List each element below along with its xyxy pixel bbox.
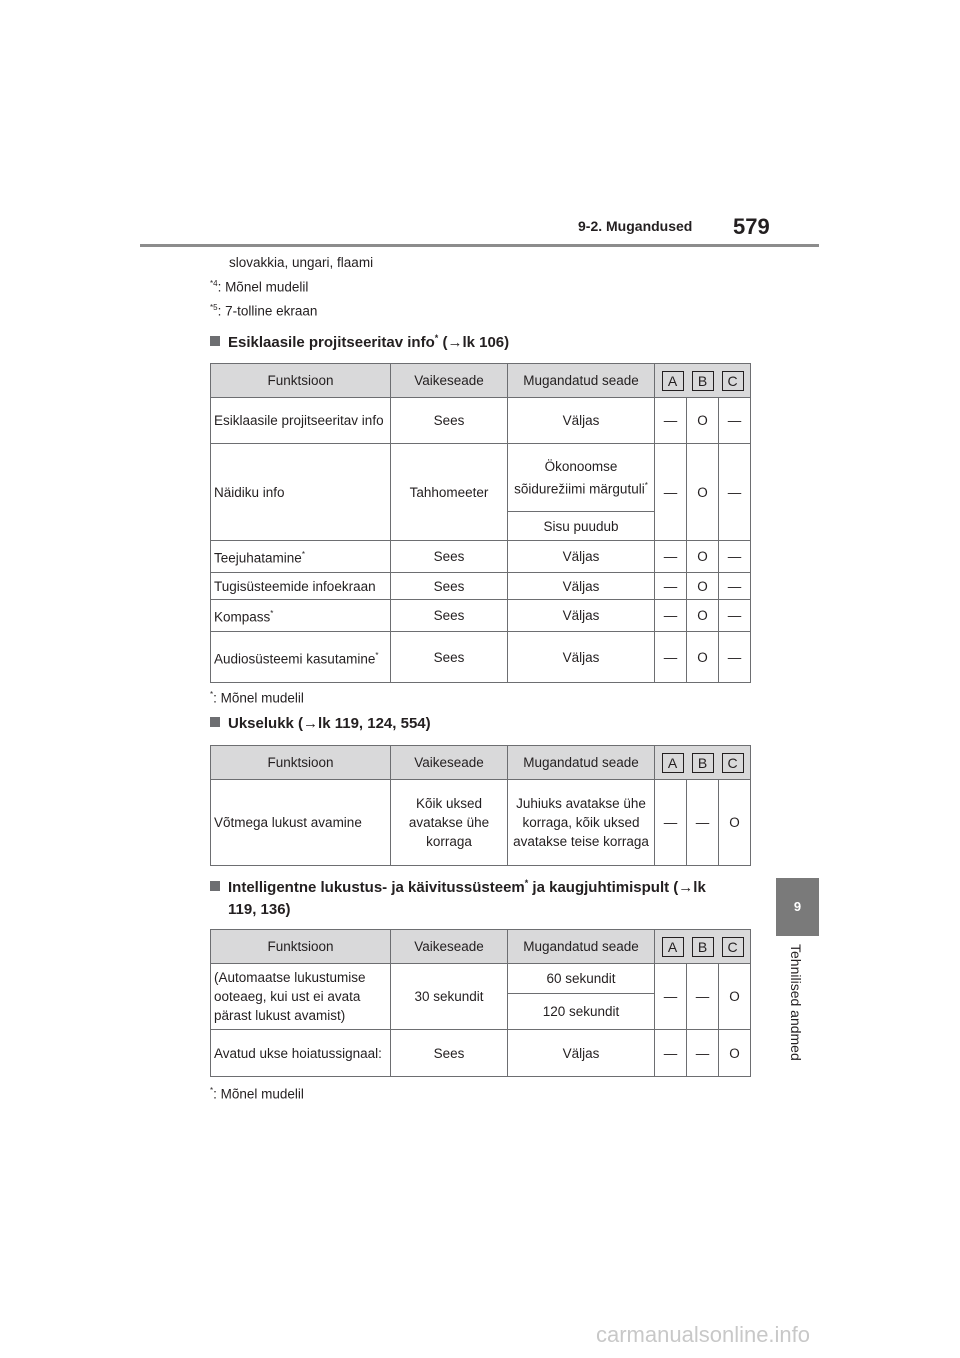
- section2-heading: [210, 715, 431, 732]
- cell-function: [211, 600, 391, 632]
- header-rule: [140, 244, 819, 247]
- table-row: [211, 573, 751, 600]
- cell-b: —: [687, 1030, 719, 1077]
- col-a-box: A: [662, 937, 684, 957]
- table-row: [211, 398, 751, 444]
- cell-b: —: [687, 780, 719, 866]
- cell-b: —: [687, 964, 719, 1030]
- section1-heading: [210, 333, 509, 351]
- col-default: Vaikeseade: [391, 364, 508, 398]
- section1-title: Esiklaasile projitseeritav info: [228, 334, 435, 351]
- footnote-mark: *: [210, 1086, 214, 1095]
- col-abc: [655, 930, 751, 964]
- cell-c: —: [719, 444, 751, 541]
- cell-custom: Sisu puudub: [508, 512, 655, 541]
- cell-custom: Väljas: [508, 1030, 655, 1077]
- col-default: Vaikeseade: [391, 930, 508, 964]
- cell-function: Avatud ukse hoiatussignaal:: [211, 1030, 391, 1077]
- table-row: [211, 541, 751, 573]
- cell-a: —: [655, 573, 687, 600]
- cell-a: —: [655, 1030, 687, 1077]
- footnote-text: : Mõnel mudelil: [213, 690, 304, 706]
- section3-heading-line2: 119, 136): [228, 901, 291, 918]
- cell-function: Võtmega lukust avamine: [211, 780, 391, 866]
- cell-a: —: [655, 632, 687, 683]
- section2-table: [210, 745, 751, 866]
- table-row: [211, 780, 751, 866]
- cell-a: —: [655, 600, 687, 632]
- cell-function-text: Teejuhatamine: [214, 550, 302, 566]
- cell-default: Sees: [391, 600, 508, 632]
- footnote-mark: *: [644, 480, 648, 490]
- cell-default: Sees: [391, 1030, 508, 1077]
- col-c-box: C: [722, 937, 744, 957]
- cell-function: Esiklaasile projitseeritav info: [211, 398, 391, 444]
- col-b-box: B: [692, 937, 714, 957]
- cell-b: O: [687, 541, 719, 573]
- col-b-box: B: [692, 371, 714, 391]
- col-custom: Mugandatud seade: [508, 364, 655, 398]
- table-header-row: [211, 364, 751, 398]
- intro-line: slovakkia, ungari, flaami: [229, 255, 374, 270]
- cell-custom: Väljas: [508, 632, 655, 683]
- col-abc: [655, 746, 751, 780]
- bullet-square-icon: [210, 881, 220, 891]
- footnote-5-mark: *5: [210, 303, 218, 312]
- cell-a: —: [655, 780, 687, 866]
- cell-c: —: [719, 632, 751, 683]
- col-c-box: C: [722, 753, 744, 773]
- cell-custom-text: Ökonoomse sõidurežiimi märgutuli: [514, 458, 645, 497]
- col-b-box: B: [692, 753, 714, 773]
- cell-c: —: [719, 398, 751, 444]
- section1-title-mark: *: [434, 333, 439, 343]
- cell-c: O: [719, 1030, 751, 1077]
- section-title: 9-2. Mugandused: [578, 218, 693, 234]
- col-custom: Mugandatud seade: [508, 746, 655, 780]
- chapter-tab: 9: [776, 878, 819, 936]
- footnote-text: : Mõnel mudelil: [213, 1086, 304, 1102]
- cell-c: —: [719, 541, 751, 573]
- col-function: Funktsioon: [211, 364, 391, 398]
- page-number: 579: [733, 214, 770, 239]
- table-header-row: [211, 930, 751, 964]
- footnote-5-text: : 7-tolline ekraan: [217, 303, 318, 319]
- cell-default: Tahhomeeter: [391, 444, 508, 541]
- cell-b: O: [687, 600, 719, 632]
- cell-custom: 120 sekundit: [508, 994, 655, 1030]
- cell-c: —: [719, 573, 751, 600]
- cell-custom: [508, 444, 655, 512]
- section3-title-part1: Intelligentne lukustus- ja käivitussüsteem: [228, 879, 525, 896]
- section3-title-mark: *: [524, 878, 529, 888]
- table-row: [211, 632, 751, 683]
- cell-default: Sees: [391, 541, 508, 573]
- footnote-mark: *: [210, 690, 214, 699]
- col-function: Funktsioon: [211, 930, 391, 964]
- cell-a: —: [655, 444, 687, 541]
- footnote-mark: *: [375, 650, 379, 660]
- chapter-label-text: Tehnilised andmed: [788, 944, 804, 1061]
- col-a-box: A: [662, 753, 684, 773]
- cell-default: Kõik uksed avatakse ühe korraga: [391, 780, 508, 866]
- footnote-4: [210, 279, 308, 295]
- chapter-label: [786, 944, 806, 1079]
- cell-b: O: [687, 573, 719, 600]
- section2-title: Ukselukk (→lk 119, 124, 554): [228, 715, 431, 732]
- footnote-4-text: : Mõnel mudelil: [217, 279, 309, 295]
- cell-b: O: [687, 444, 719, 541]
- cell-c: —: [719, 600, 751, 632]
- section3-footnote: [210, 1086, 304, 1102]
- cell-c: O: [719, 964, 751, 1030]
- table-header-row: [211, 746, 751, 780]
- cell-b: O: [687, 632, 719, 683]
- col-function: Funktsioon: [211, 746, 391, 780]
- cell-default: Sees: [391, 573, 508, 600]
- footnote-5: [210, 303, 317, 319]
- cell-default: 30 sekundit: [391, 964, 508, 1030]
- footnote-4-mark: *4: [210, 279, 218, 288]
- col-a-box: A: [662, 371, 684, 391]
- table-row: [211, 1030, 751, 1077]
- col-c-box: C: [722, 371, 744, 391]
- cell-a: —: [655, 541, 687, 573]
- cell-a: —: [655, 964, 687, 1030]
- cell-custom: Väljas: [508, 573, 655, 600]
- cell-custom: 60 sekundit: [508, 964, 655, 994]
- cell-function: (Automaatse lukustumise ooteaeg, kui ust ei avata pärast lukust avamist): [211, 964, 391, 1030]
- footnote-mark: *: [301, 550, 305, 560]
- table-row: [211, 600, 751, 632]
- col-default: Vaikeseade: [391, 746, 508, 780]
- footnote-mark: *: [270, 609, 274, 619]
- bullet-square-icon: [210, 717, 220, 727]
- cell-function-text: Kompass: [214, 609, 271, 625]
- cell-custom: Väljas: [508, 541, 655, 573]
- cell-c: O: [719, 780, 751, 866]
- cell-custom: Väljas: [508, 600, 655, 632]
- cell-function: Tugisüsteemide infoekraan: [211, 573, 391, 600]
- col-custom: Mugandatud seade: [508, 930, 655, 964]
- section1-footnote: [210, 690, 304, 706]
- cell-a: —: [655, 398, 687, 444]
- watermark: carmanualsonline.info: [596, 1322, 811, 1347]
- cell-default: Sees: [391, 398, 508, 444]
- table-row: [211, 964, 751, 994]
- bullet-square-icon: [210, 336, 220, 346]
- section1-table: [210, 363, 751, 683]
- section1-title-ref: (→lk 106): [438, 334, 510, 351]
- cell-custom: Väljas: [508, 398, 655, 444]
- cell-b: O: [687, 398, 719, 444]
- section3-title-part2: ja kaugjuhtimispult (→lk: [528, 879, 706, 896]
- cell-function: [211, 541, 391, 573]
- col-abc: [655, 364, 751, 398]
- table-row: [211, 444, 751, 512]
- cell-custom: Juhiuks avatakse ühe korraga, kõik uksed avatakse teise korraga: [508, 780, 655, 866]
- section3-heading: [210, 878, 706, 896]
- cell-default: Sees: [391, 632, 508, 683]
- cell-function: [211, 632, 391, 683]
- cell-function-text: Audiosüsteemi kasutamine: [214, 651, 376, 667]
- cell-function: Näidiku info: [211, 444, 391, 541]
- section3-table: [210, 929, 751, 1077]
